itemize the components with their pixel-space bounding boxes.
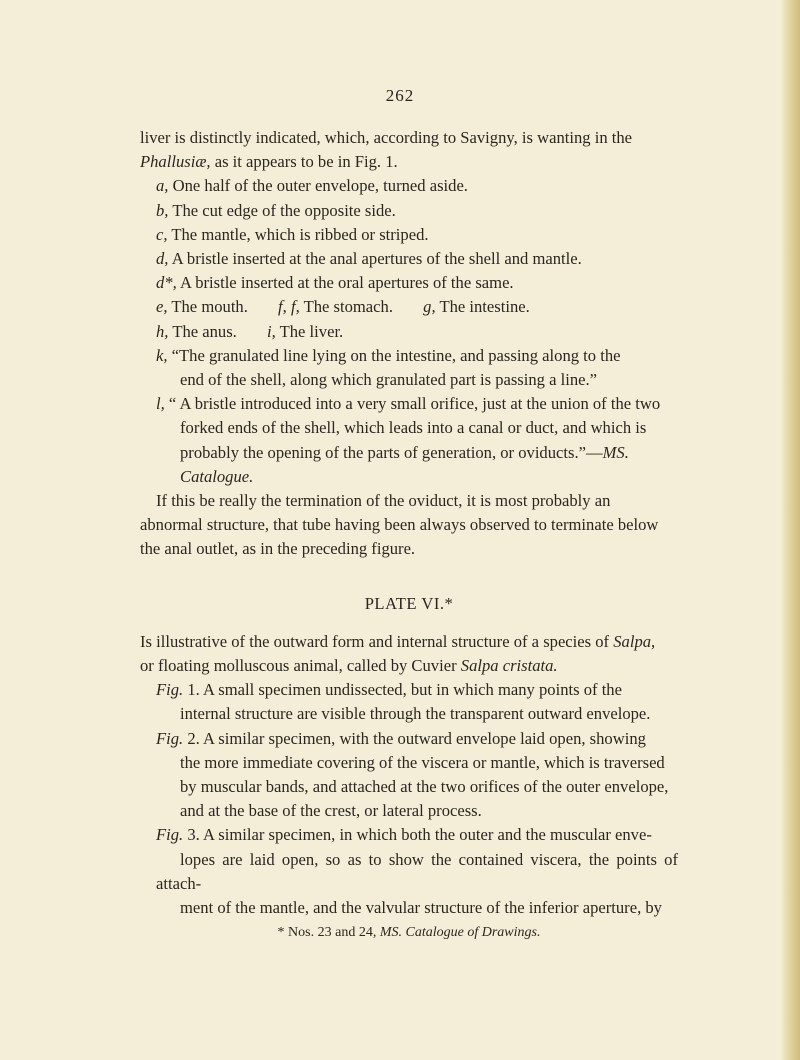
legend-item-d bbox=[140, 247, 678, 271]
legend-label: i, bbox=[266, 321, 276, 341]
page-number: 262 bbox=[385, 86, 415, 105]
legend-text: end of the shell, along which granulated part is passing a line.” bbox=[180, 370, 598, 390]
legend-item-a bbox=[140, 174, 678, 198]
fig-label: Fig. bbox=[156, 680, 184, 700]
legend-label: a, bbox=[156, 176, 169, 196]
fig-label: Fig. bbox=[156, 728, 184, 748]
legend-text: A bristle inserted at the oral apertures of the same. bbox=[179, 273, 514, 293]
legend-text: The stomach. bbox=[303, 297, 393, 317]
paragraph-line: the anal outlet, as in the preceding figure. bbox=[140, 539, 416, 559]
fig-1-entry bbox=[140, 678, 678, 726]
legend-text-italic: Catalogue. bbox=[180, 466, 254, 486]
paragraph-line: or floating molluscous animal, called by Cuvier bbox=[140, 656, 457, 676]
fig-label: Fig. bbox=[156, 825, 184, 845]
legend-item-h-i bbox=[140, 320, 678, 344]
legend-label: d, bbox=[156, 249, 169, 269]
legend-text: “The granulated line lying on the intestine, and passing along to the bbox=[171, 345, 621, 365]
legend-text: The mantle, which is ribbed or striped. bbox=[171, 224, 429, 244]
fig-text: 3. A similar specimen, in which both the outer and the muscular enve- bbox=[187, 825, 652, 845]
legend-text: The anus. bbox=[172, 321, 237, 341]
legend-label: e, bbox=[156, 297, 168, 317]
legend-item-c bbox=[140, 223, 678, 247]
intro-line-2: as it appears to be in Fig. 1. bbox=[214, 152, 398, 172]
fig-text: internal structure are visible through the transparent outward envelope. bbox=[180, 704, 651, 724]
intro-italic: Phallusiæ, bbox=[140, 152, 211, 172]
intro-paragraph bbox=[140, 126, 678, 174]
oviduct-paragraph bbox=[140, 489, 678, 562]
page-edge bbox=[782, 0, 800, 1060]
legend-item-k bbox=[140, 344, 678, 392]
legend-text: The liver. bbox=[279, 321, 344, 341]
fig-text: 1. A small specimen undissected, but in which many points of the bbox=[187, 680, 622, 700]
paragraph-italic: Salpa, bbox=[613, 631, 656, 651]
footnote-italic: MS. Catalogue of Drawings. bbox=[379, 925, 541, 941]
legend-label: l, bbox=[156, 394, 165, 414]
legend-item-l bbox=[140, 392, 678, 489]
legend-text: The intestine. bbox=[439, 297, 530, 317]
fig-text: 2. A similar specimen, with the outward envelope laid open, showing bbox=[187, 728, 646, 748]
legend-item-dstar bbox=[140, 271, 678, 295]
plate-intro-paragraph bbox=[140, 630, 678, 678]
plate-heading: PLATE VI.* bbox=[364, 593, 454, 613]
legend-text: probably the opening of the parts of generation, or oviducts.”— bbox=[180, 442, 603, 462]
legend-label: b, bbox=[156, 200, 169, 220]
fig-text: ment of the mantle, and the valvular structure of the inferior aperture, by bbox=[180, 898, 662, 918]
legend-label: h, bbox=[156, 321, 169, 341]
fig-text: lopes are laid open, so as to show the contained viscera, the points of attach- bbox=[156, 849, 678, 893]
legend-label: d*, bbox=[156, 273, 177, 293]
legend-label: c, bbox=[156, 224, 168, 244]
legend-text: “ A bristle introduced into a very small orifice, just at the union of the two bbox=[168, 394, 661, 414]
paragraph-line: If this be really the termination of the oviduct, it is most probably an bbox=[156, 491, 611, 511]
legend-text: forked ends of the shell, which leads into a canal or duct, and which is bbox=[180, 418, 647, 438]
legend-label: k, bbox=[156, 345, 168, 365]
legend-item-e-f-g bbox=[140, 295, 678, 319]
legend-item-b bbox=[140, 199, 678, 223]
footnote bbox=[140, 924, 678, 942]
footnote-text: * Nos. 23 and 24, bbox=[277, 925, 377, 941]
legend-label: g, bbox=[423, 297, 436, 317]
fig-text: and at the base of the crest, or lateral process. bbox=[180, 801, 482, 821]
fig-text: by muscular bands, and attached at the two orifices of the outer envelope, bbox=[180, 777, 669, 797]
legend-text: The cut edge of the opposite side. bbox=[172, 200, 396, 220]
paragraph-line: Is illustrative of the outward form and internal structure of a species of bbox=[140, 631, 610, 651]
legend-text: A bristle inserted at the anal apertures of the shell and mantle. bbox=[171, 249, 582, 269]
paragraph-italic: Salpa cristata. bbox=[460, 656, 558, 676]
legend-text: One half of the outer envelope, turned aside. bbox=[172, 176, 468, 196]
legend-text-italic: MS. bbox=[602, 442, 629, 462]
paragraph-line: abnormal structure, that tube having been always observed to terminate below bbox=[140, 515, 659, 535]
fig-2-entry bbox=[140, 727, 678, 824]
legend-label: f, f, bbox=[278, 297, 300, 317]
fig-3-entry bbox=[140, 823, 678, 920]
intro-line-1: liver is distinctly indicated, which, according to Savigny, is wanting in the bbox=[140, 128, 633, 147]
text-block bbox=[140, 126, 678, 942]
legend-text: The mouth. bbox=[171, 297, 248, 317]
fig-text: the more immediate covering of the viscera or mantle, which is traversed bbox=[180, 752, 665, 772]
